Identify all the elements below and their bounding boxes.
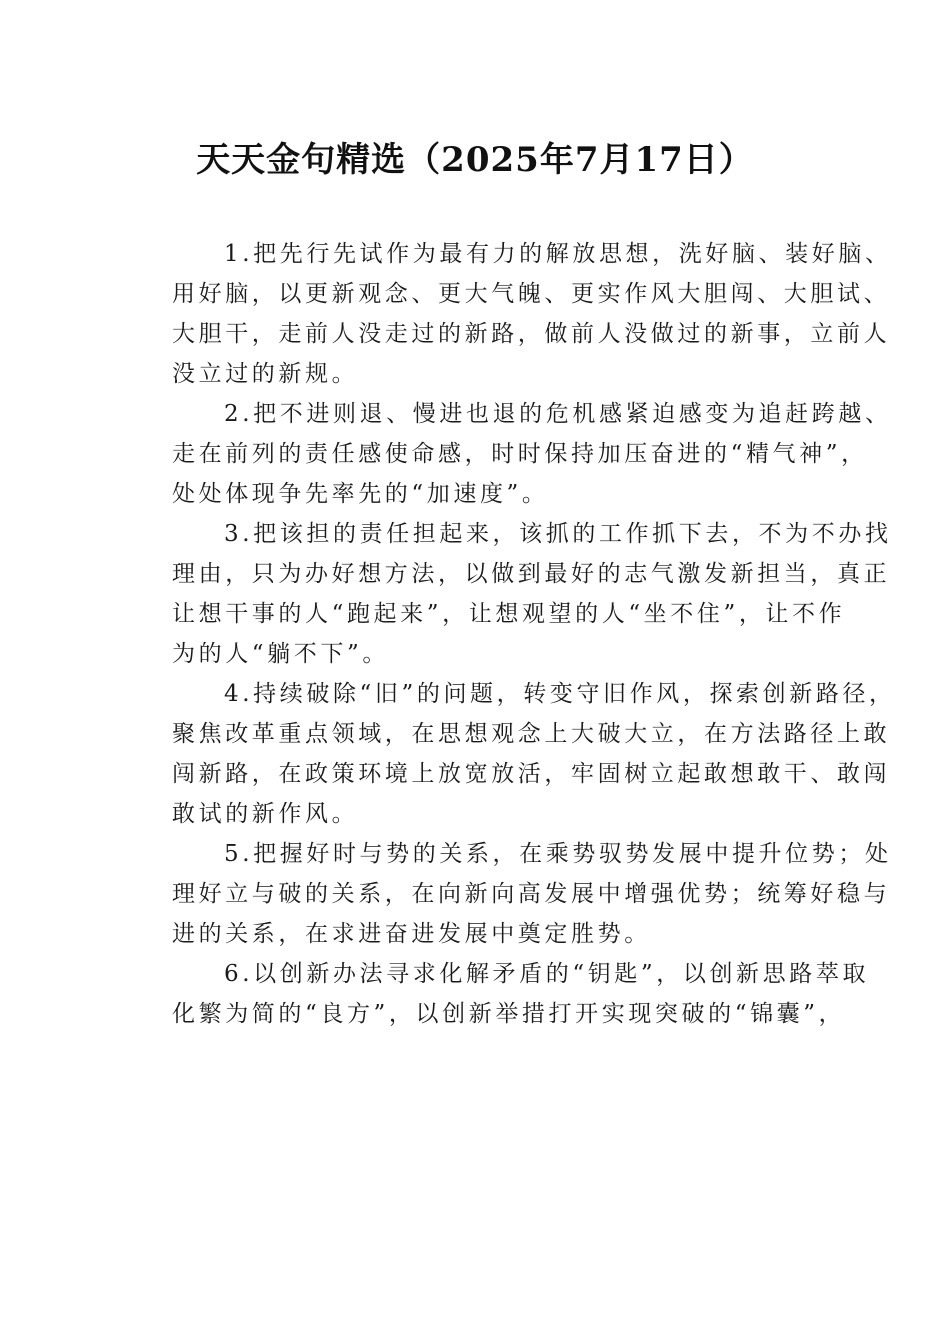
paragraph-line: 5.把握好时与势的关系，在乘势驭势发展中提升位势；处 — [224, 841, 892, 867]
paragraph-2 — [120, 394, 892, 514]
paragraph-line: 2.把不进则退、慢进也退的危机感紧迫感变为追赶跨越、 — [224, 401, 892, 427]
paragraph-line: 1.把先行先试作为最有力的解放思想，洗好脑、装好脑、 — [224, 241, 892, 267]
paragraph-line: 理好立与破的关系，在向新向高发展中增强优势；统筹好稳与 — [172, 881, 891, 907]
paragraph-line: 敢试的新作风。 — [172, 801, 359, 827]
paragraph-line: 3.把该担的责任担起来，该抓的工作抓下去，不为不办找 — [224, 521, 892, 547]
paragraph-line: 没立过的新规。 — [172, 361, 359, 387]
paragraph-line: 4.持续破除“旧”的问题，转变守旧作风，探索创新路径， — [224, 681, 896, 707]
paragraph-line: 用好脑，以更新观念、更大气魄、更实作风大胆闯、大胆试、 — [172, 281, 891, 307]
paragraph-line: 6.以创新办法寻求化解矛盾的“钥匙”，以创新思路萃取 — [224, 961, 870, 987]
paragraph-line: 进的关系，在求进奋进发展中奠定胜势。 — [172, 921, 651, 947]
paragraph-6 — [120, 954, 870, 1034]
paragraph-4 — [120, 674, 896, 834]
paragraph-line: 为的人“躺不下”。 — [172, 641, 389, 667]
document-title: 天天金句精选（2025年7月17日） — [196, 140, 754, 180]
paragraph-3 — [120, 514, 892, 674]
paragraph-line: 让想干事的人“跑起来”，让想观望的人“坐不住”，让不作 — [172, 601, 846, 627]
paragraph-5 — [120, 834, 892, 954]
paragraph-line: 理由，只为办好想方法，以做到最好的志气激发新担当，真正 — [172, 561, 891, 587]
paragraph-line: 聚焦改革重点领域，在思想观念上大破大立，在方法路径上敢 — [172, 721, 891, 747]
paragraph-line: 化繁为简的“良方”，以创新举措打开实现突破的“锦囊”， — [172, 1001, 846, 1027]
paragraph-line: 处处体现争先率先的“加速度”。 — [172, 481, 549, 507]
document-body — [120, 234, 896, 1034]
paragraph-line: 走在前列的责任感使命感，时时保持加压奋进的“精气神”， — [172, 441, 868, 467]
paragraph-line: 大胆干，走前人没走过的新路，做前人没做过的新事，立前人 — [172, 321, 891, 347]
paragraph-line: 闯新路，在政策环境上放宽放活，牢固树立起敢想敢干、敢闯 — [172, 761, 891, 787]
paragraph-1 — [120, 234, 892, 394]
